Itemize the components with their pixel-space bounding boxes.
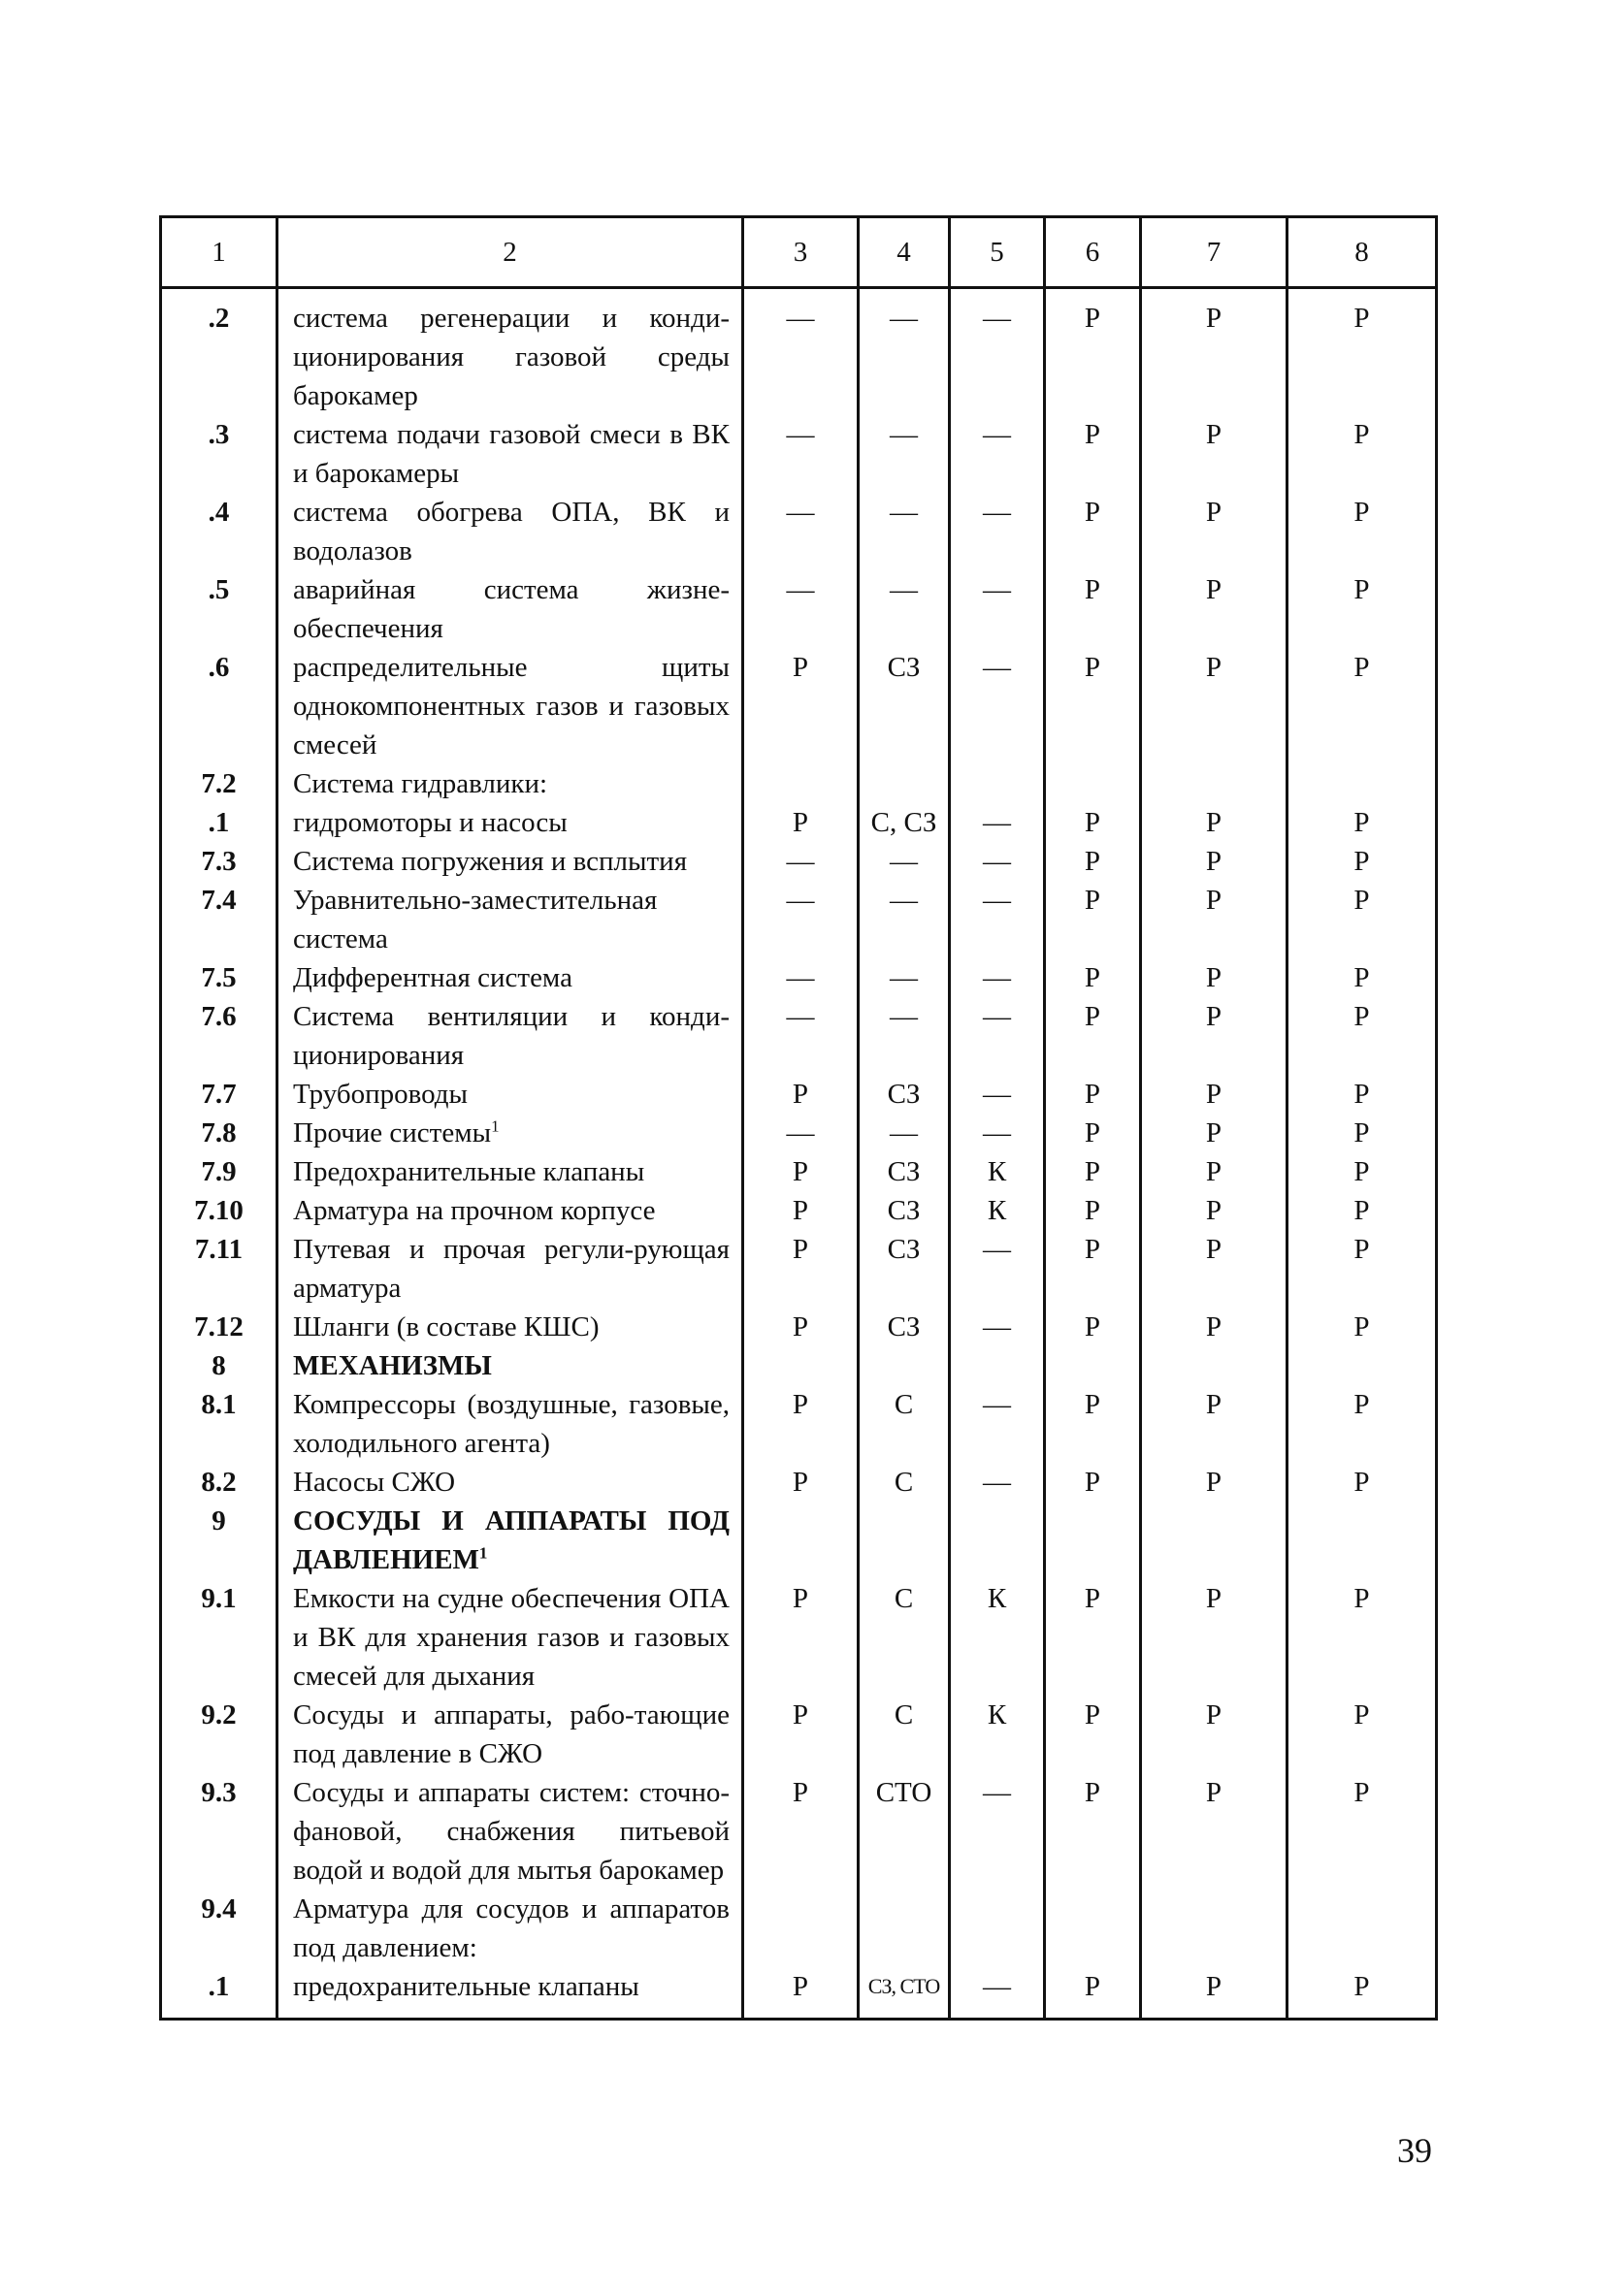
cell-col-4: СТО (859, 1773, 950, 1890)
row-name: Шланги (в составе КШС) (293, 1311, 600, 1342)
table-row (161, 648, 1437, 764)
cell-col-6: Р (1045, 997, 1141, 1075)
row-name-cell (277, 1890, 743, 1967)
row-name-cell (277, 1773, 743, 1890)
table-body (161, 288, 1437, 2020)
row-name: Уравнительно-заместительная система (293, 885, 658, 954)
column-header-8: 8 (1287, 217, 1437, 288)
row-name-cell (277, 288, 743, 416)
table-row (161, 997, 1437, 1075)
table-row (161, 1890, 1437, 1967)
cell-col-8: Р (1287, 288, 1437, 416)
cell-col-5: К (950, 1696, 1045, 1773)
cell-col-4: СЗ (859, 648, 950, 764)
cell-col-6: Р (1045, 1463, 1141, 1502)
cell-col-4: — (859, 288, 950, 416)
table-row (161, 1230, 1437, 1308)
row-name-cell (277, 803, 743, 842)
cell-col-5: — (950, 842, 1045, 881)
row-name-cell (277, 1114, 743, 1152)
row-number: 7.9 (161, 1152, 277, 1191)
row-name-cell (277, 493, 743, 570)
cell-col-3: Р (743, 1152, 859, 1191)
table-row (161, 1308, 1437, 1346)
cell-col-5: — (950, 415, 1045, 493)
cell-col-5: — (950, 1385, 1045, 1463)
row-name-cell (277, 415, 743, 493)
cell-col-6: Р (1045, 1152, 1141, 1191)
cell-col-7: Р (1141, 1230, 1287, 1308)
cell-col-7: Р (1141, 1075, 1287, 1114)
table-row (161, 570, 1437, 648)
row-name-cell (277, 997, 743, 1075)
row-name-cell (277, 1579, 743, 1696)
cell-col-4: С (859, 1579, 950, 1696)
cell-col-6: Р (1045, 1191, 1141, 1230)
cell-col-7: Р (1141, 1308, 1287, 1346)
row-number: .1 (161, 1967, 277, 2020)
cell-col-4: СЗ, СТО (859, 1967, 950, 2020)
row-number: 7.11 (161, 1230, 277, 1308)
row-number: 7.5 (161, 958, 277, 997)
row-name: Система гидравлики: (293, 768, 548, 799)
cell-col-6: Р (1045, 1773, 1141, 1890)
cell-col-5: — (950, 997, 1045, 1075)
cell-col-6: Р (1045, 415, 1141, 493)
row-number: .2 (161, 288, 277, 416)
cell-col-6: Р (1045, 842, 1141, 881)
cell-col-7: Р (1141, 648, 1287, 764)
column-header-7: 7 (1141, 217, 1287, 288)
row-number: 7.10 (161, 1191, 277, 1230)
row-number: 7.12 (161, 1308, 277, 1346)
row-name: система регенерации и конди-ционирования газовой среды барокамер (293, 303, 730, 411)
table-row (161, 1114, 1437, 1152)
table-row (161, 764, 1437, 803)
cell-col-6: Р (1045, 1696, 1141, 1773)
row-name: распределительные щиты однокомпонентных газов и газовых смесей (293, 652, 730, 760)
cell-col-3 (743, 1346, 859, 1385)
cell-col-4: С, СЗ (859, 803, 950, 842)
cell-col-3: — (743, 997, 859, 1075)
header-row (161, 217, 1437, 288)
cell-col-4: — (859, 881, 950, 958)
row-name: Сосуды и аппараты, рабо-тающие под давление в СЖО (293, 1699, 730, 1769)
cell-col-7 (1141, 1346, 1287, 1385)
cell-col-5: — (950, 493, 1045, 570)
cell-col-7: Р (1141, 1579, 1287, 1696)
table-row (161, 1152, 1437, 1191)
cell-col-6: Р (1045, 803, 1141, 842)
cell-col-4: С (859, 1385, 950, 1463)
cell-col-4 (859, 764, 950, 803)
cell-col-3: Р (743, 1773, 859, 1890)
cell-col-3: — (743, 493, 859, 570)
cell-col-7: Р (1141, 1463, 1287, 1502)
cell-col-4: — (859, 1114, 950, 1152)
row-number: 7.2 (161, 764, 277, 803)
table-row (161, 842, 1437, 881)
row-name-cell (277, 842, 743, 881)
cell-col-4: — (859, 415, 950, 493)
footnote-marker: 1 (478, 1543, 488, 1563)
cell-col-7: Р (1141, 1385, 1287, 1463)
row-name: предохранительные клапаны (293, 1971, 639, 2002)
cell-col-3 (743, 1502, 859, 1579)
cell-col-3: Р (743, 1463, 859, 1502)
row-name: СОСУДЫ И АППАРАТЫ ПОД ДАВЛЕНИЕМ (293, 1505, 730, 1575)
row-name-cell (277, 881, 743, 958)
cell-col-7 (1141, 1890, 1287, 1967)
cell-col-5: К (950, 1579, 1045, 1696)
cell-col-4: СЗ (859, 1230, 950, 1308)
row-number: 7.4 (161, 881, 277, 958)
cell-col-4: — (859, 570, 950, 648)
table-row (161, 881, 1437, 958)
table-row (161, 803, 1437, 842)
cell-col-8: Р (1287, 803, 1437, 842)
cell-col-5: — (950, 1114, 1045, 1152)
cell-col-8: Р (1287, 1152, 1437, 1191)
cell-col-8: Р (1287, 1114, 1437, 1152)
cell-col-3: — (743, 842, 859, 881)
cell-col-5 (950, 1346, 1045, 1385)
cell-col-3: — (743, 1114, 859, 1152)
row-number: 9.4 (161, 1890, 277, 1967)
row-name: Емкости на судне обеспечения ОПА и ВК для хранения газов и газовых смесей для дыхания (293, 1583, 730, 1692)
cell-col-5: — (950, 288, 1045, 416)
row-name: Предохранительные клапаны (293, 1156, 645, 1187)
cell-col-6: Р (1045, 958, 1141, 997)
row-number: 9 (161, 1502, 277, 1579)
table-row (161, 493, 1437, 570)
cell-col-3: Р (743, 1385, 859, 1463)
cell-col-4: С (859, 1463, 950, 1502)
row-name-cell (277, 648, 743, 764)
cell-col-6: Р (1045, 1075, 1141, 1114)
cell-col-7: Р (1141, 1152, 1287, 1191)
cell-col-8: Р (1287, 1075, 1437, 1114)
cell-col-8 (1287, 1346, 1437, 1385)
cell-col-8 (1287, 1502, 1437, 1579)
cell-col-3: Р (743, 648, 859, 764)
table-row (161, 415, 1437, 493)
cell-col-7 (1141, 1502, 1287, 1579)
cell-col-7: Р (1141, 1773, 1287, 1890)
row-name-cell (277, 1075, 743, 1114)
cell-col-5: — (950, 1230, 1045, 1308)
cell-col-7: Р (1141, 493, 1287, 570)
row-number: 7.8 (161, 1114, 277, 1152)
cell-col-8: Р (1287, 570, 1437, 648)
column-header-6: 6 (1045, 217, 1141, 288)
column-header-1: 1 (161, 217, 277, 288)
row-name: МЕХАНИЗМЫ (293, 1350, 492, 1381)
row-name: система обогрева ОПА, ВК и водолазов (293, 497, 730, 566)
cell-col-6 (1045, 1890, 1141, 1967)
cell-col-5: — (950, 881, 1045, 958)
table-row (161, 1463, 1437, 1502)
row-name-cell (277, 1463, 743, 1502)
table-row (161, 288, 1437, 416)
cell-col-6: Р (1045, 1230, 1141, 1308)
cell-col-8: Р (1287, 1463, 1437, 1502)
row-number: 7.7 (161, 1075, 277, 1114)
row-number: .5 (161, 570, 277, 648)
column-header-4: 4 (859, 217, 950, 288)
column-header-3: 3 (743, 217, 859, 288)
table-row (161, 1773, 1437, 1890)
cell-col-4: СЗ (859, 1152, 950, 1191)
cell-col-6: Р (1045, 1385, 1141, 1463)
cell-col-3 (743, 764, 859, 803)
row-name: Дифферентная система (293, 962, 572, 993)
row-name: Система погружения и всплытия (293, 846, 688, 877)
cell-col-8: Р (1287, 415, 1437, 493)
cell-col-5 (950, 1890, 1045, 1967)
cell-col-3: Р (743, 1191, 859, 1230)
row-name: гидромоторы и насосы (293, 807, 568, 838)
cell-col-6: Р (1045, 1308, 1141, 1346)
cell-col-5: — (950, 570, 1045, 648)
cell-col-5: — (950, 803, 1045, 842)
cell-col-7: Р (1141, 1696, 1287, 1773)
cell-col-4: СЗ (859, 1308, 950, 1346)
row-name: Трубопроводы (293, 1079, 469, 1110)
cell-col-3: Р (743, 1230, 859, 1308)
cell-col-7: Р (1141, 288, 1287, 416)
row-name: Компрессоры (воздушные, газовые, холодильного агента) (293, 1389, 730, 1459)
cell-col-4: — (859, 842, 950, 881)
cell-col-7: Р (1141, 997, 1287, 1075)
cell-col-7: Р (1141, 570, 1287, 648)
cell-col-3: — (743, 881, 859, 958)
cell-col-4: — (859, 958, 950, 997)
cell-col-5: К (950, 1152, 1045, 1191)
cell-col-7: Р (1141, 958, 1287, 997)
cell-col-3: — (743, 958, 859, 997)
cell-col-8: Р (1287, 1696, 1437, 1773)
cell-col-4: СЗ (859, 1075, 950, 1114)
row-number: 8.2 (161, 1463, 277, 1502)
row-number: .6 (161, 648, 277, 764)
row-number: .3 (161, 415, 277, 493)
cell-col-6: Р (1045, 881, 1141, 958)
row-number: 9.2 (161, 1696, 277, 1773)
row-name-cell (277, 1308, 743, 1346)
row-name-cell (277, 1502, 743, 1579)
cell-col-5: — (950, 1308, 1045, 1346)
table-row (161, 1579, 1437, 1696)
cell-col-3: Р (743, 1696, 859, 1773)
cell-col-8: Р (1287, 1191, 1437, 1230)
cell-col-4 (859, 1502, 950, 1579)
table-row (161, 1191, 1437, 1230)
cell-col-6: Р (1045, 493, 1141, 570)
row-name: система подачи газовой смеси в ВК и барокамеры (293, 419, 730, 489)
cell-col-6 (1045, 1502, 1141, 1579)
column-header-2: 2 (277, 217, 743, 288)
cell-col-5: — (950, 1967, 1045, 2020)
cell-col-5: — (950, 1773, 1045, 1890)
table-row (161, 1967, 1437, 2020)
cell-col-6: Р (1045, 1967, 1141, 2020)
cell-col-5: — (950, 958, 1045, 997)
cell-col-8: Р (1287, 842, 1437, 881)
cell-col-8: Р (1287, 648, 1437, 764)
row-name: Прочие системы (293, 1117, 492, 1148)
cell-col-4: — (859, 493, 950, 570)
table-row (161, 958, 1437, 997)
cell-col-3: Р (743, 1967, 859, 2020)
cell-col-6 (1045, 764, 1141, 803)
row-name-cell (277, 1967, 743, 2020)
cell-col-3: Р (743, 1075, 859, 1114)
row-name-cell (277, 958, 743, 997)
row-name: аварийная система жизне-обеспечения (293, 574, 730, 644)
row-name-cell (277, 1346, 743, 1385)
cell-col-8: Р (1287, 881, 1437, 958)
cell-col-7: Р (1141, 842, 1287, 881)
cell-col-7: Р (1141, 1967, 1287, 2020)
row-number: 7.6 (161, 997, 277, 1075)
cell-col-5 (950, 1502, 1045, 1579)
row-name: Насосы СЖО (293, 1467, 456, 1498)
cell-col-8: Р (1287, 1773, 1437, 1890)
table-row (161, 1502, 1437, 1579)
cell-col-8: Р (1287, 1579, 1437, 1696)
cell-col-7: Р (1141, 881, 1287, 958)
cell-col-5: — (950, 1463, 1045, 1502)
cell-col-8 (1287, 1890, 1437, 1967)
cell-col-8: Р (1287, 958, 1437, 997)
row-name-cell (277, 570, 743, 648)
cell-col-4 (859, 1346, 950, 1385)
cell-col-8: Р (1287, 1967, 1437, 2020)
cell-col-7: Р (1141, 1191, 1287, 1230)
row-name: Система вентиляции и конди-ционирования (293, 1001, 730, 1071)
row-number: 9.3 (161, 1773, 277, 1890)
cell-col-8: Р (1287, 1308, 1437, 1346)
column-header-5: 5 (950, 217, 1045, 288)
table-row (161, 1696, 1437, 1773)
row-name-cell (277, 1385, 743, 1463)
cell-col-6 (1045, 1346, 1141, 1385)
row-number: .4 (161, 493, 277, 570)
cell-col-7 (1141, 764, 1287, 803)
cell-col-3: — (743, 415, 859, 493)
cell-col-6: Р (1045, 288, 1141, 416)
cell-col-8: Р (1287, 1230, 1437, 1308)
row-number: 7.3 (161, 842, 277, 881)
row-name-cell (277, 1152, 743, 1191)
row-name: Арматура на прочном корпусе (293, 1195, 656, 1226)
requirements-table (159, 215, 1438, 2021)
row-name-cell (277, 1696, 743, 1773)
row-name: Арматура для сосудов и аппаратов под давлением: (293, 1893, 730, 1963)
cell-col-3: — (743, 288, 859, 416)
cell-col-5: — (950, 1075, 1045, 1114)
cell-col-4: — (859, 997, 950, 1075)
cell-col-3 (743, 1890, 859, 1967)
cell-col-8 (1287, 764, 1437, 803)
row-name-cell (277, 764, 743, 803)
cell-col-5 (950, 764, 1045, 803)
cell-col-8: Р (1287, 1385, 1437, 1463)
table-row (161, 1346, 1437, 1385)
cell-col-8: Р (1287, 493, 1437, 570)
row-name-cell (277, 1230, 743, 1308)
cell-col-4 (859, 1890, 950, 1967)
table-row (161, 1075, 1437, 1114)
footnote-marker: 1 (491, 1116, 500, 1136)
cell-col-3: Р (743, 1579, 859, 1696)
page-number: 39 (1397, 2131, 1432, 2170)
cell-col-6: Р (1045, 1579, 1141, 1696)
cell-col-7: Р (1141, 1114, 1287, 1152)
cell-col-5: К (950, 1191, 1045, 1230)
row-name-cell (277, 1191, 743, 1230)
cell-col-6: Р (1045, 1114, 1141, 1152)
cell-col-5: — (950, 648, 1045, 764)
cell-col-3: Р (743, 1308, 859, 1346)
row-number: .1 (161, 803, 277, 842)
cell-col-3: — (743, 570, 859, 648)
row-number: 8 (161, 1346, 277, 1385)
cell-col-3: Р (743, 803, 859, 842)
table-row (161, 1385, 1437, 1463)
row-number: 9.1 (161, 1579, 277, 1696)
row-name: Путевая и прочая регули-рующая арматура (293, 1234, 730, 1304)
row-name: Сосуды и аппараты систем: сточно-фановой, снабжения питьевой водой и водой для мытья барокамер (293, 1777, 730, 1886)
cell-col-7: Р (1141, 415, 1287, 493)
cell-col-6: Р (1045, 648, 1141, 764)
cell-col-7: Р (1141, 803, 1287, 842)
cell-col-4: СЗ (859, 1191, 950, 1230)
cell-col-8: Р (1287, 997, 1437, 1075)
row-number: 8.1 (161, 1385, 277, 1463)
cell-col-6: Р (1045, 570, 1141, 648)
cell-col-4: С (859, 1696, 950, 1773)
